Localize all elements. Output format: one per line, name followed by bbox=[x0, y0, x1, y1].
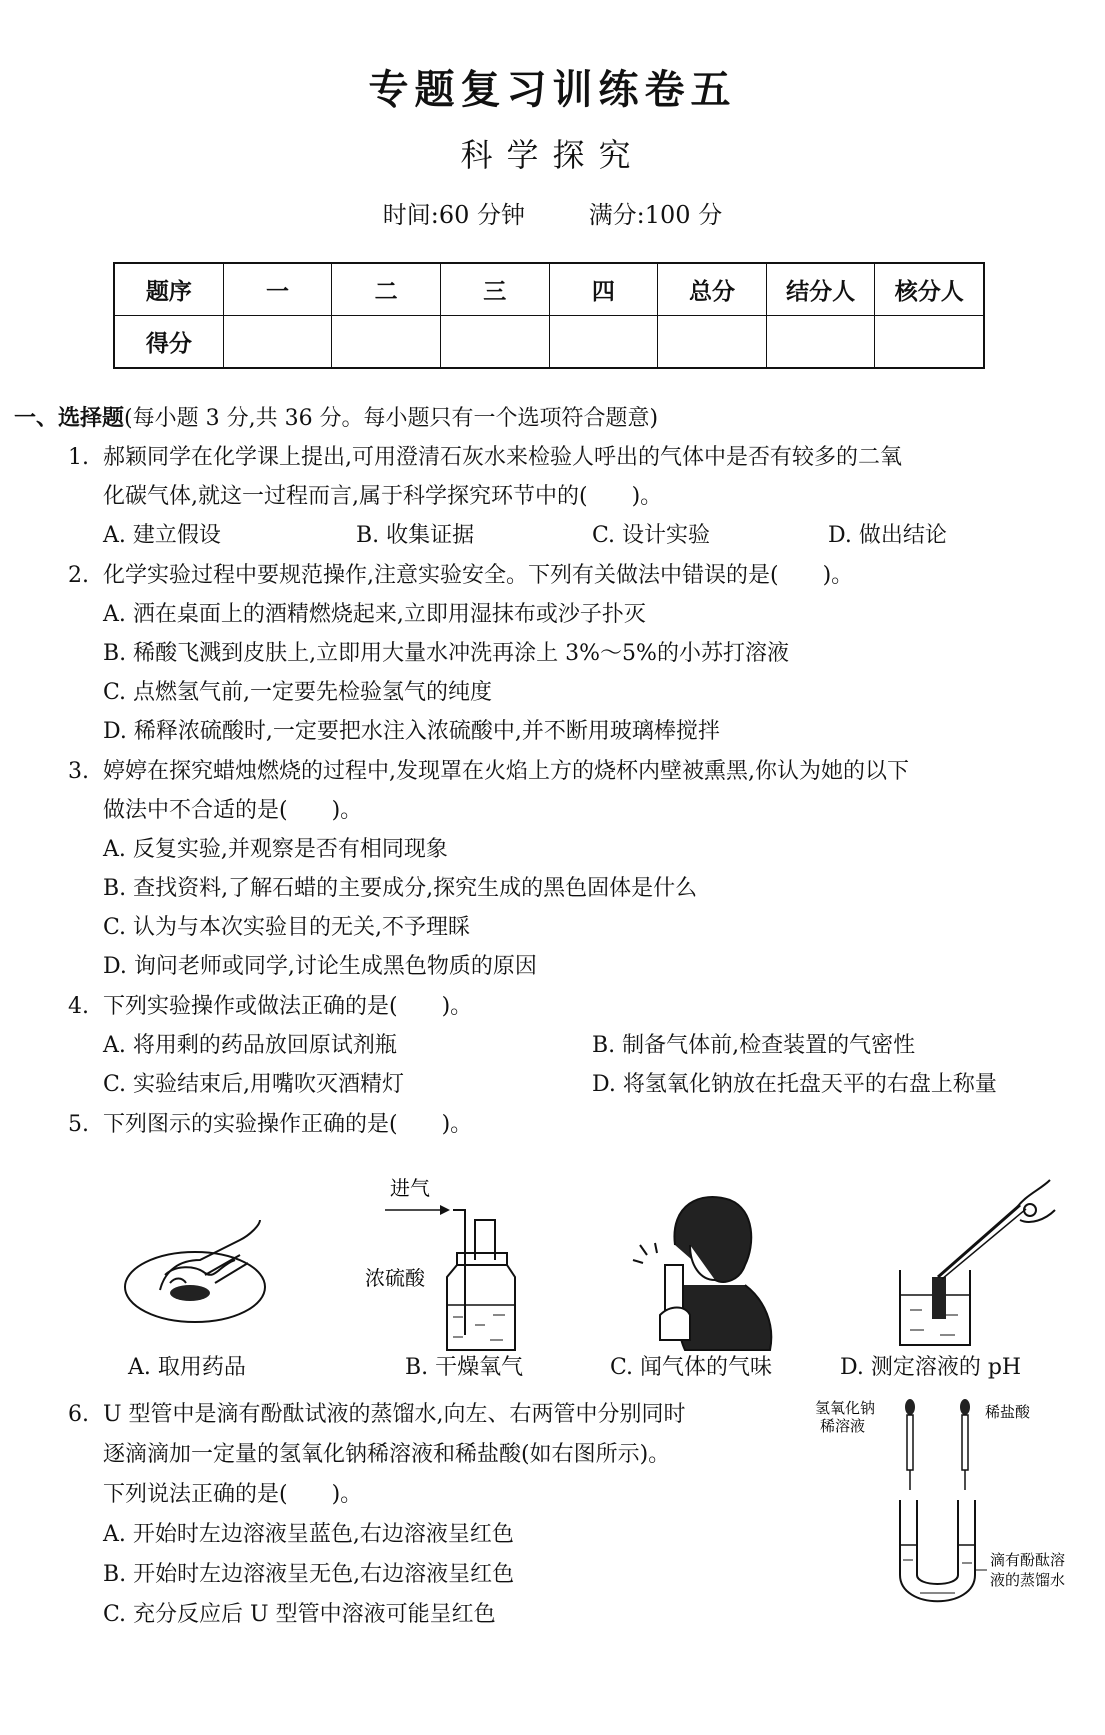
option-a: A. 建立假设 bbox=[103, 523, 221, 548]
exam-time: 时间:60 分钟 bbox=[382, 201, 526, 229]
section-title: 一、选择题 bbox=[14, 406, 125, 431]
option-b: B. 稀酸飞溅到皮肤上,立即用大量水冲洗再涂上 3%～5%的小苏打溶液 bbox=[103, 641, 789, 666]
score-table-cell: 核分人 bbox=[875, 263, 984, 316]
option-c: C. 认为与本次实验目的无关,不予理睬 bbox=[103, 915, 471, 940]
option-d: D. 询问老师或同学,讨论生成黑色物质的原因 bbox=[103, 954, 537, 979]
score-table-cell: 一 bbox=[223, 263, 332, 316]
figure-caption-d: D. 测定溶液的 pH bbox=[840, 1355, 1022, 1380]
option-c: C. 实验结束后,用嘴吹灭酒精灯 bbox=[103, 1072, 405, 1097]
question-text: 郝颖同学在化学课上提出,可用澄清石灰水来检验人呼出的气体中是否有较多的二氧 bbox=[103, 445, 902, 470]
option-a: A. 将用剩的药品放回原试剂瓶 bbox=[103, 1033, 397, 1058]
question-text: 婷婷在探究蜡烛燃烧的过程中,发现罩在火焰上方的烧杯内壁被熏黑,你认为她的以下 bbox=[103, 759, 909, 784]
page-subtitle: 科学探究 bbox=[460, 136, 645, 174]
question-text: 化碳气体,就这一过程而言,属于科学探究环节中的( )。 bbox=[103, 484, 663, 509]
exam-full-score: 满分:100 分 bbox=[588, 201, 723, 229]
option-a: A. 洒在桌面上的酒精燃烧起来,立即用湿抹布或沙子扑灭 bbox=[103, 602, 646, 627]
score-table-cell: 得分 bbox=[114, 316, 223, 369]
figure-caption-a: A. 取用药品 bbox=[128, 1355, 246, 1380]
person-smelling-figure bbox=[615, 1165, 785, 1355]
score-entry-cell[interactable] bbox=[549, 316, 658, 369]
option-c: C. 点燃氢气前,一定要先检验氢气的纯度 bbox=[103, 680, 493, 705]
u-tube-figure bbox=[815, 1395, 1095, 1610]
score-entry-cell[interactable] bbox=[766, 316, 875, 369]
score-table-cell: 总分 bbox=[658, 263, 767, 316]
option-d: D. 将氢氧化钠放在托盘天平的右盘上称量 bbox=[592, 1072, 997, 1097]
right-reagent-label: 稀盐酸 bbox=[985, 1403, 1031, 1421]
inlet-label: 进气 bbox=[390, 1176, 430, 1200]
score-entry-cell[interactable] bbox=[223, 316, 332, 369]
figure-caption-c: C. 闻气体的气味 bbox=[610, 1355, 773, 1380]
score-table-cell: 四 bbox=[549, 263, 658, 316]
figure-caption-b: B. 干燥氧气 bbox=[405, 1355, 524, 1380]
section-heading bbox=[14, 404, 658, 434]
question-number: 2. bbox=[68, 563, 89, 588]
option-a: A. 反复实验,并观察是否有相同现象 bbox=[103, 837, 448, 862]
question-text: 化学实验过程中要规范操作,注意实验安全。下列有关做法中错误的是( )。 bbox=[103, 563, 854, 588]
option-b: B. 查找资料,了解石蜡的主要成分,探究生成的黑色固体是什么 bbox=[103, 876, 698, 901]
q5-figures bbox=[110, 1165, 1060, 1375]
hand-taking-reagent-figure bbox=[120, 1165, 280, 1345]
left-reagent-label: 氢氧化钠 bbox=[815, 1399, 876, 1417]
question-text: 下列说法正确的是( )。 bbox=[103, 1482, 363, 1507]
question-number: 1. bbox=[68, 445, 89, 470]
liquid-label: 浓硫酸 bbox=[365, 1266, 425, 1290]
score-entry-cell[interactable] bbox=[332, 316, 441, 369]
score-entry-cell[interactable] bbox=[658, 316, 767, 369]
score-entry-cell[interactable] bbox=[440, 316, 549, 369]
score-entry-cell[interactable] bbox=[875, 316, 984, 369]
option-c: C. 充分反应后 U 型管中溶液可能呈红色 bbox=[103, 1602, 496, 1627]
question-text: 下列图示的实验操作正确的是( )。 bbox=[103, 1112, 473, 1137]
score-table-cell: 二 bbox=[332, 263, 441, 316]
option-d: D. 稀释浓硫酸时,一定要把水注入浓硫酸中,并不断用玻璃棒搅拌 bbox=[103, 719, 720, 744]
question-number: 3. bbox=[68, 759, 89, 784]
section-note: (每小题 3 分,共 36 分。每小题只有一个选项符合题意) bbox=[124, 406, 659, 431]
question-text: 下列实验操作或做法正确的是( )。 bbox=[103, 994, 473, 1019]
score-table-score-row bbox=[114, 316, 984, 369]
score-table-cell: 结分人 bbox=[766, 263, 875, 316]
question-text: 做法中不合适的是( )。 bbox=[103, 798, 363, 823]
option-b: B. 开始时左边溶液呈无色,右边溶液呈红色 bbox=[103, 1562, 515, 1587]
question-number: 5. bbox=[68, 1112, 89, 1137]
option-a: A. 开始时左边溶液呈蓝色,右边溶液呈红色 bbox=[103, 1522, 514, 1547]
question-text: U 型管中是滴有酚酞试液的蒸馏水,向左、右两管中分别同时 bbox=[103, 1402, 686, 1427]
score-table bbox=[113, 262, 985, 369]
ph-measurement-figure bbox=[880, 1165, 1060, 1355]
option-b: B. 收集证据 bbox=[356, 523, 475, 548]
gas-washing-bottle-figure bbox=[365, 1165, 535, 1355]
option-c: C. 设计实验 bbox=[592, 523, 711, 548]
question-number: 6. bbox=[68, 1402, 89, 1427]
score-table-header-row bbox=[114, 263, 984, 316]
option-d: D. 做出结论 bbox=[828, 523, 947, 548]
score-table-cell: 三 bbox=[440, 263, 549, 316]
question-text: 逐滴滴加一定量的氢氧化钠稀溶液和稀盐酸(如右图所示)。 bbox=[103, 1442, 671, 1467]
u-tube-liquid-label: 滴有酚酞溶 bbox=[990, 1551, 1066, 1569]
left-reagent-label: 稀溶液 bbox=[820, 1417, 866, 1435]
exam-meta bbox=[0, 195, 1105, 230]
option-b: B. 制备气体前,检查装置的气密性 bbox=[592, 1033, 916, 1058]
score-table-cell: 题序 bbox=[114, 263, 223, 316]
question-number: 4. bbox=[68, 994, 89, 1019]
u-tube-liquid-label: 液的蒸馏水 bbox=[990, 1571, 1066, 1589]
page-title: 专题复习训练卷五 bbox=[368, 67, 737, 113]
